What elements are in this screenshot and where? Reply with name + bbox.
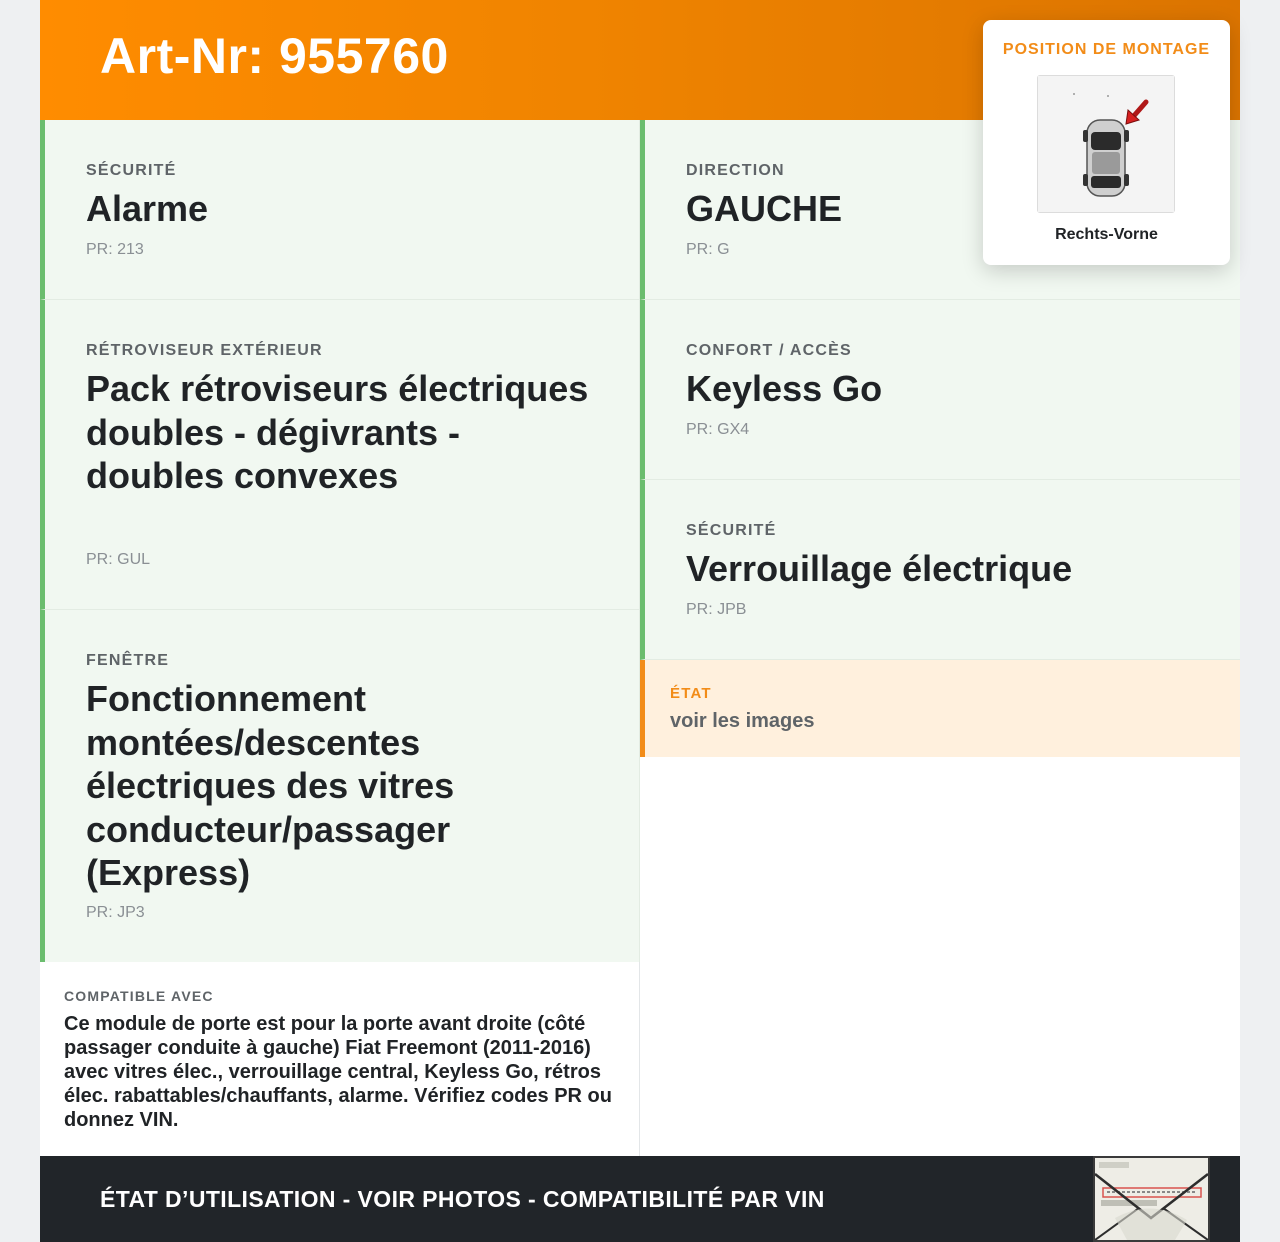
spec-value: Keyless Go <box>686 368 883 409</box>
condition-label: ÉTAT <box>670 685 712 702</box>
spec-category: SÉCURITÉ <box>86 162 177 179</box>
spec-pr-code: PR: JP3 <box>86 904 145 921</box>
compatibility-label: COMPATIBLE AVEC <box>64 988 214 1004</box>
condition-value: voir les images <box>670 710 815 732</box>
footer-text: ÉTAT D’UTILISATION - VOIR PHOTOS - COMPATIBILITÉ PAR VIN <box>100 1186 825 1212</box>
spec-value: Fonctionnement montées/descentes électriques des vitres conducteur/passager (Express) <box>86 678 455 893</box>
spec-value: Pack rétroviseurs électriques doubles - dégivrants - doubles convexes <box>86 368 589 496</box>
spec-pr-code: PR: GUL <box>86 551 151 568</box>
spec-card-mirror <box>40 300 640 610</box>
spec-pr-code: PR: GX4 <box>686 421 750 438</box>
spec-card-security <box>40 120 640 300</box>
spec-value: GAUCHE <box>686 188 843 229</box>
spec-category: CONFORT / ACCÈS <box>686 342 852 359</box>
spec-category: SÉCURITÉ <box>686 522 777 539</box>
mounting-position-label: POSITION DE MONTAGE <box>1002 41 1211 58</box>
spec-category: RÉTROVISEUR EXTÉRIEUR <box>86 342 323 359</box>
spec-pr-code: PR: 213 <box>86 241 144 258</box>
spec-pr-code: PR: G <box>686 241 730 258</box>
article-number-title: Art-Nr: 955760 <box>100 28 449 84</box>
left-column <box>40 120 640 963</box>
spec-card-comfort <box>640 300 1240 480</box>
footer-bar <box>40 1156 1240 1242</box>
condition-box <box>640 660 1240 757</box>
spec-pr-code: PR: JPB <box>686 601 747 618</box>
mounting-position-caption: Rechts-Vorne <box>1055 226 1158 243</box>
spec-value: Verrouillage électrique <box>686 548 1073 589</box>
envelope-stamp-icon <box>1093 1156 1210 1242</box>
spec-category: DIRECTION <box>686 162 785 179</box>
spec-value: Alarme <box>86 188 209 229</box>
mounting-position-card <box>983 20 1230 265</box>
car-top-view-icon[interactable] <box>1037 75 1175 213</box>
spec-card-locking <box>640 480 1240 660</box>
compatibility-section <box>40 962 640 1156</box>
compatibility-text: Ce module de porte est pour la porte avant droite (côté passager conduite à gauche) Fiat Freemont (2011-2016) avec vitres élec., verrouillage central, Keyless Go, rétros élec. rabattables/chauffants, alarme. Vérifiez codes PR ou donnez VIN. <box>64 1013 612 1131</box>
spec-category: FENÊTRE <box>86 652 170 669</box>
spec-card-window <box>40 610 640 963</box>
